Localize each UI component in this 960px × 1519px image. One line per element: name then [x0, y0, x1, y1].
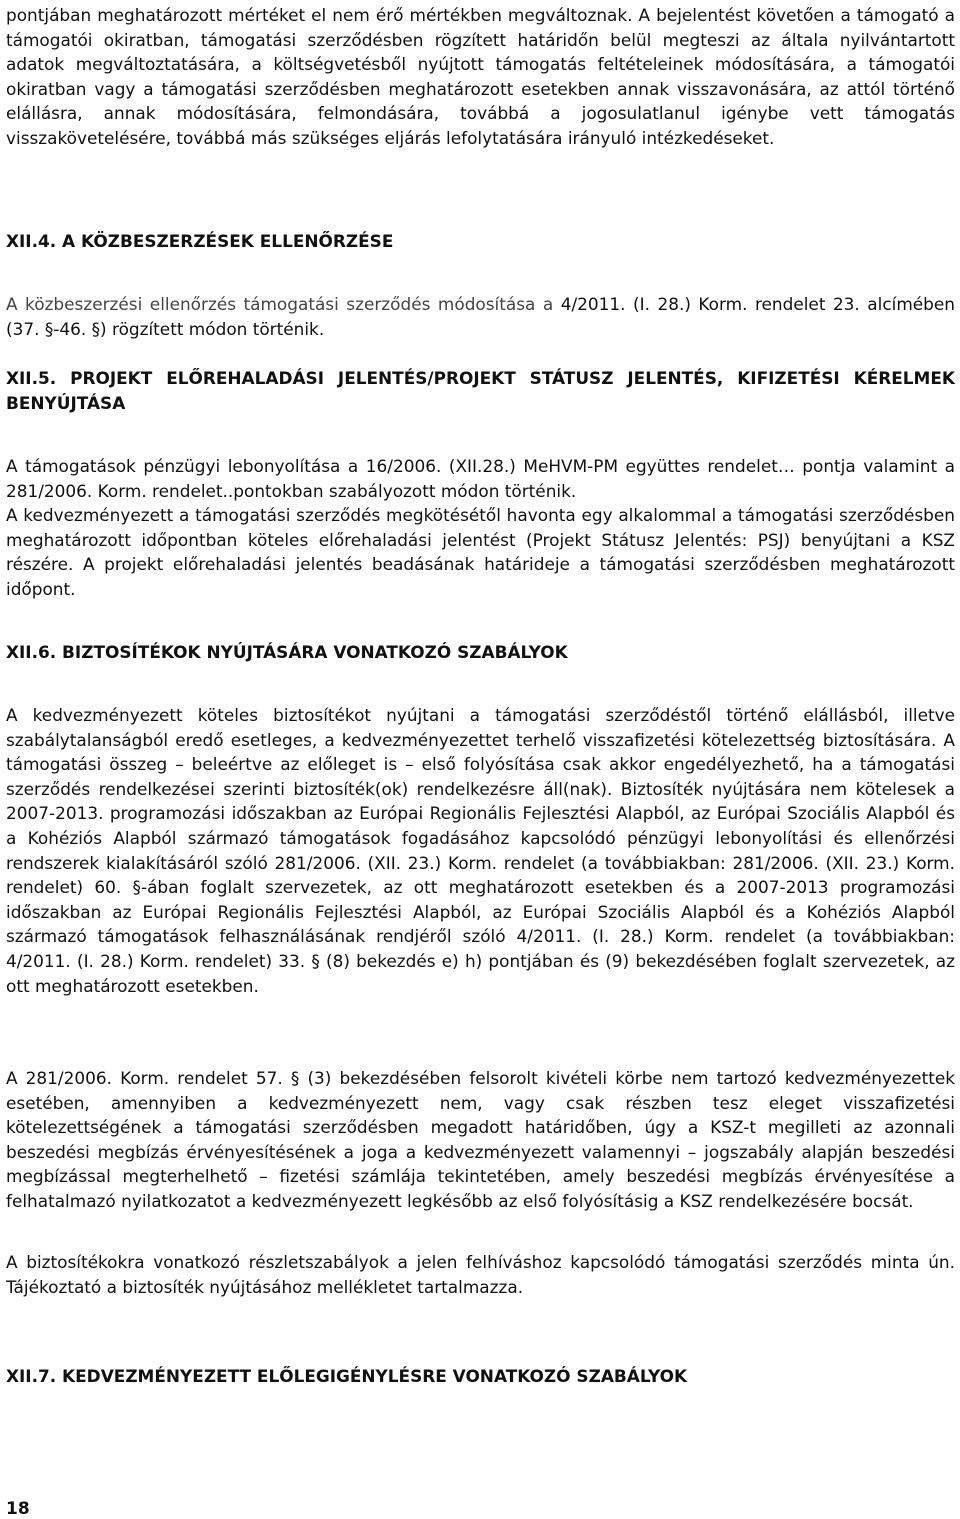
- section-xii-5: [6, 366, 955, 415]
- section-xii-6: [6, 640, 955, 665]
- section-heading: XII.4. A KÖZBESZERZÉSEK ELLENŐRZÉSE: [6, 231, 394, 251]
- section-heading: XII.5. PROJEKT ELŐREHALADÁSI JELENTÉS/PROJEKT STÁTUSZ JELENTÉS, KIFIZETÉSI KÉRELMEK BENYÚJTÁSA: [6, 368, 955, 413]
- body-paragraph: A 281/2006. Korm. rendelet 57. § (3) bekezdésében felsorolt kivételi körbe nem tartozó kedvezményezettek esetében, amennyiben a kedvezményezett nem, vagy csak részben tesz eleget visszafizetési kötelezettségének a támogatási szerződésben megadott határidőben, úgy a KSZ-t megilleti az azonnali beszedési megbízás érvényesítésének a joga a kedvezményezett valamennyi – jogszabály alapján beszedési megbízással megterhelhető – fizetési számlája tekintetében, amely beszedési megbízás érvényesítése a felhatalmazó nyilatkozatot a kedvezményezett legkésőbb az első folyósításig a KSZ rendelkezésére bocsát.: [6, 1068, 955, 1211]
- body-text-gray: A közbeszerzési ellenőrzés támogatási szerződés módosítása a: [6, 294, 561, 314]
- section-heading: XII.7. KEDVEZMÉNYEZETT ELŐLEGIGÉNYLÉSRE VONATKOZÓ SZABÁLYOK: [6, 1366, 688, 1386]
- section-xii-4: [6, 229, 955, 254]
- body-text: 4/2011. (I. 28.) Korm. rendelet 23. alcímében (37. §-46. §) rögzített módon történik.: [6, 294, 955, 339]
- section-xii-7: [6, 1364, 955, 1389]
- intro-paragraph: pontjában meghatározott mértéket el nem érő mértékben megváltoznak. A bejelentést követően a támogató a támogatói okiratban, támogatási szerződésben rögzített határidőn belül megteszi az általa nyilvántartott adatok megváltoztatására, a költségvetésből nyújtott támogatás feltételeinek módosítására, a támogatói okiratban vagy a támogatási szerződésben meghatározott esetekben annak visszavonására, az attól történő elállásra, annak módosítására, felmondására, továbbá a jogosulatlanul igénybe vett támogatás visszakövetelésére, továbbá más szükséges eljárás lefolytatására irányuló intézkedéseket.: [6, 5, 955, 148]
- section-xii-6-body-2: [6, 1066, 955, 1214]
- body-paragraph: A támogatások pénzügyi lebonyolítása a 16/2006. (XII.28.) MeHVM-PM együttes rendelet… pontja valamint a 281/2006. Korm. rendelet..pontokban szabályozott módon történik.: [6, 456, 955, 501]
- intro-section: [6, 3, 955, 151]
- body-paragraph: A kedvezményezett a támogatási szerződés megkötésétől havonta egy alkalommal a támogatási szerződésben meghatározott időpontban köteles előrehaladási jelentést (Projekt Státusz Jelentés: PSJ) benyújtani a KSZ részére. A projekt előrehaladási jelentés beadásának határideje a támogatási szerződésben meghatározott időpont.: [6, 505, 955, 599]
- section-xii-4-body: [6, 292, 955, 341]
- page-number: 18: [6, 1499, 30, 1519]
- section-xii-6-body-3: [6, 1250, 955, 1299]
- section-xii-5-body: [6, 454, 955, 602]
- body-paragraph: A biztosítékokra vonatkozó részletszabályok a jelen felhíváshoz kapcsolódó támogatási szerződés minta ún. Tájékoztató a biztosíték nyújtásához mellékletet tartalmazza.: [6, 1252, 955, 1297]
- body-paragraph: [6, 292, 955, 341]
- section-heading: XII.6. BIZTOSÍTÉKOK NYÚJTÁSÁRA VONATKOZÓ SZABÁLYOK: [6, 642, 568, 662]
- section-xii-6-body: [6, 703, 955, 998]
- body-paragraph: A kedvezményezett köteles biztosítékot nyújtani a támogatási szerződéstől történő elállásból, illetve szabálytalanságból eredő esetleges, a kedvezményezettet terhelő visszafizetési kötelezettség biztosítására. A támogatási összeg – beleértve az előleget is – első folyósítása csak akkor engedélyezhető, ha a támogatási szerződés rendelkezései szerinti biztosíték(ok) rendelkezésre áll(nak). Biztosíték nyújtására nem kötelesek a 2007-2013. programozási időszakban az Európai Regionális Fejlesztési Alapból, az Európai Szociális Alapból és a Kohéziós Alapból származó támogatások fogadásához kapcsolódó pénzügyi lebonyolítási és ellenőrzési rendszerek kialakításáról szóló 281/2006. (XII. 23.) Korm. rendelet (a továbbiakban: 281/2006. (XII. 23.) Korm. rendelet) 60. §-ában foglalt szervezetek, az ott meghatározott esetekben és a 2007-2013 programozási időszakban az Európai Regionális Fejlesztési Alapból, az Európai Szociális Alapból és a Kohéziós Alapból származó támogatások felhasználásának rendjéről szóló 4/2011. (I. 28.) Korm. rendelet (a továbbiakban: 4/2011. (I. 28.) Korm. rendelet) 33. § (8) bekezdés e) h) pontjában és (9) bekezdésében foglalt szervezetek, az ott meghatározott esetekben.: [6, 705, 955, 996]
